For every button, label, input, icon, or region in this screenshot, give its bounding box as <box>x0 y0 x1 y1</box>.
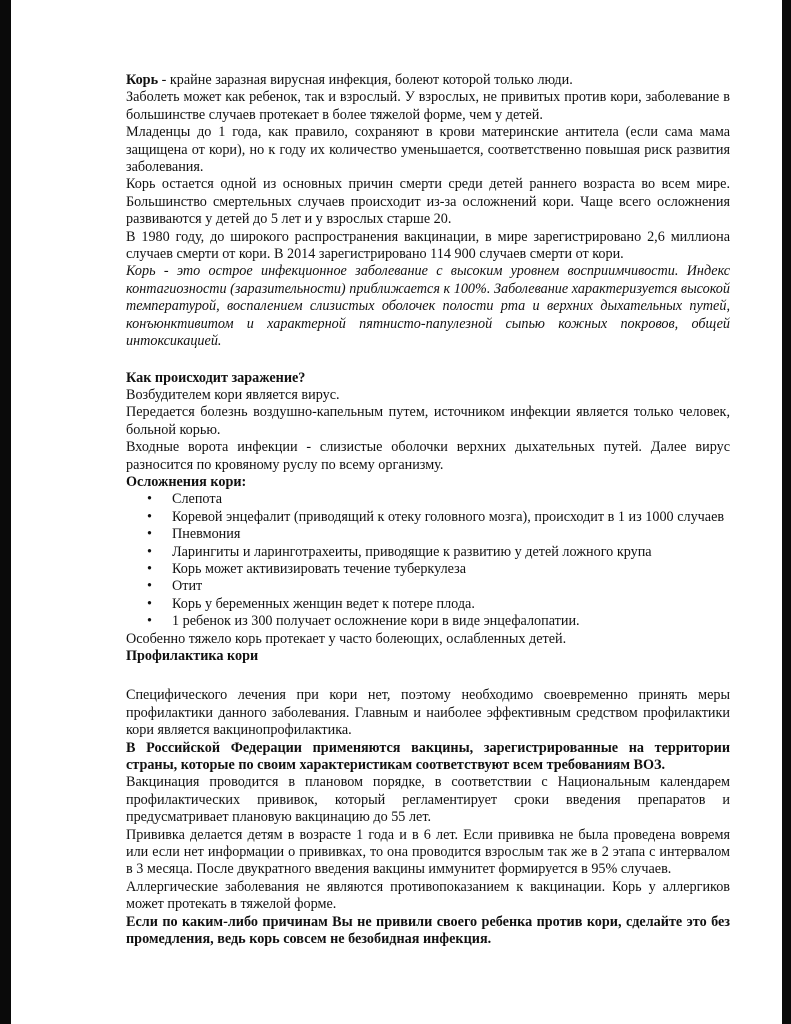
spacer <box>126 665 730 687</box>
list-item: • Ларингиты и ларинготрахеиты, приводящие к развитию у детей ложного крупа <box>126 544 730 561</box>
intro-paragraph-4: В 1980 году, до широкого распространения вакцинации, в мире зарегистрировано 2,6 миллиона случаев смерти от кори. В 2014 зарегистрировано 114 900 случаев смерти от кори. <box>126 228 730 263</box>
prevention-paragraph-3: Вакцинация проводится в плановом порядке, в соответствии с Национальным календарем профилактических прививок, который регламентирует сроки введения препаратов и предусматривает плановую вакцинацию до 55 лет. <box>126 774 730 826</box>
prevention-paragraph-5: Аллергические заболевания не являются противопоказанием к вакцинации. Корь у аллергиков может протекать в тяжелой форме. <box>126 878 730 913</box>
prevention-paragraph-6: Если по каким-либо причинам Вы не привили своего ребенка против кори, сделайте это без промедления, ведь корь совсем не безобидная инфекция. <box>126 913 730 948</box>
list-item: • Корь может активизировать течение туберкулеза <box>126 561 730 578</box>
complications-note: Особенно тяжело корь протекает у часто болеющих, ослабленных детей. <box>126 630 567 647</box>
spacer <box>126 351 730 370</box>
prevention-paragraph-2: В Российской Федерации применяются вакцины, зарегистрированные на территории страны, которые по своим характеристикам соответствуют всем требованиям ВОЗ. <box>126 739 730 774</box>
intro-definition-text: - крайне заразная вирусная инфекция, болеют которой только люди. <box>158 72 573 88</box>
infection-paragraph-3: Входные ворота инфекции - слизистые оболочки верхних дыхательных путей. Далее вирус разносится по кровяному руслу по всему организму. <box>126 439 730 473</box>
intro-paragraph-3: Корь остается одной из основных причин смерти среди детей раннего возраста во всем мире. Большинство смертельных случаев происходит из-за осложнений кори. Чаще всего осложнения развиваются у детей до 5 лет и у взрослых старше 20. <box>126 176 730 228</box>
list-item: • Корь у беременных женщин ведет к потере плода. <box>126 596 730 613</box>
list-item: • Отит <box>126 578 730 595</box>
document-page <box>126 72 730 949</box>
list-item: • Коревой энцефалит (приводящий к отеку головного мозга), происходит в 1 из 1000 случаев <box>126 509 730 526</box>
prevention-paragraph-4: Прививка делается детям в возрасте 1 года и в 6 лет. Если прививка не была проведена вовремя или если нет информации о прививках, то она проводится взрослым так же в 2 этапа с интервалом в 3 месяца. После двукратного введения вакцины иммунитет формируется в 95% случаев. <box>126 826 730 878</box>
scan-edge-left <box>0 0 11 1024</box>
infection-heading: Как происходит заражение? <box>126 369 306 386</box>
list-item: • Пневмония <box>126 526 730 543</box>
infection-paragraph-1: Возбудителем кори является вирус. <box>126 386 340 403</box>
intro-definition <box>126 72 730 89</box>
complications-list <box>126 491 730 630</box>
intro-paragraph-2: Младенцы до 1 года, как правило, сохраняют в крови материнские антитела (если сама мама защищена от кори), но к году их количество уменьшается, соответственно повышая риск развития заболевания. <box>126 124 730 176</box>
prevention-paragraph-1: Специфического лечения при кори нет, поэтому необходимо своевременно принять меры профилактики данного заболевания. Главным и наиболее эффективным средством профилактики кори является вакцинопрофилактика. <box>126 687 730 739</box>
infection-paragraph-2: Передается болезнь воздушно-капельным путем, источником инфекции является только человек, больной корью. <box>126 404 730 438</box>
complications-heading: Осложнения кори: <box>126 473 247 490</box>
intro-term: Корь <box>126 72 159 88</box>
intro-paragraph-1: Заболеть может как ребенок, так и взрослый. У взрослых, не привитых против кори, заболевание в большинстве случаев протекает в более тяжелой форме, чем у детей. <box>126 89 730 123</box>
intro-paragraph-5: Корь - это острое инфекционное заболевание с высоким уровнем восприимчивости. Индекс контагиозности (заразительности) приближается к 100%. Заболевание характеризуется высокой температурой, воспалением слизистых оболочек полости рта и верхних дыхательных путей, конъюнктивитом и характерной пятнисто-папулезной сыпью кожных покровов, общей интоксикацией. <box>126 263 730 350</box>
list-item: • Слепота <box>126 491 730 508</box>
scan-edge-right <box>782 0 791 1024</box>
list-item: • 1 ребенок из 300 получает осложнение кори в виде энцефалопатии. <box>126 613 730 630</box>
prevention-heading: Профилактика кори <box>126 648 259 664</box>
